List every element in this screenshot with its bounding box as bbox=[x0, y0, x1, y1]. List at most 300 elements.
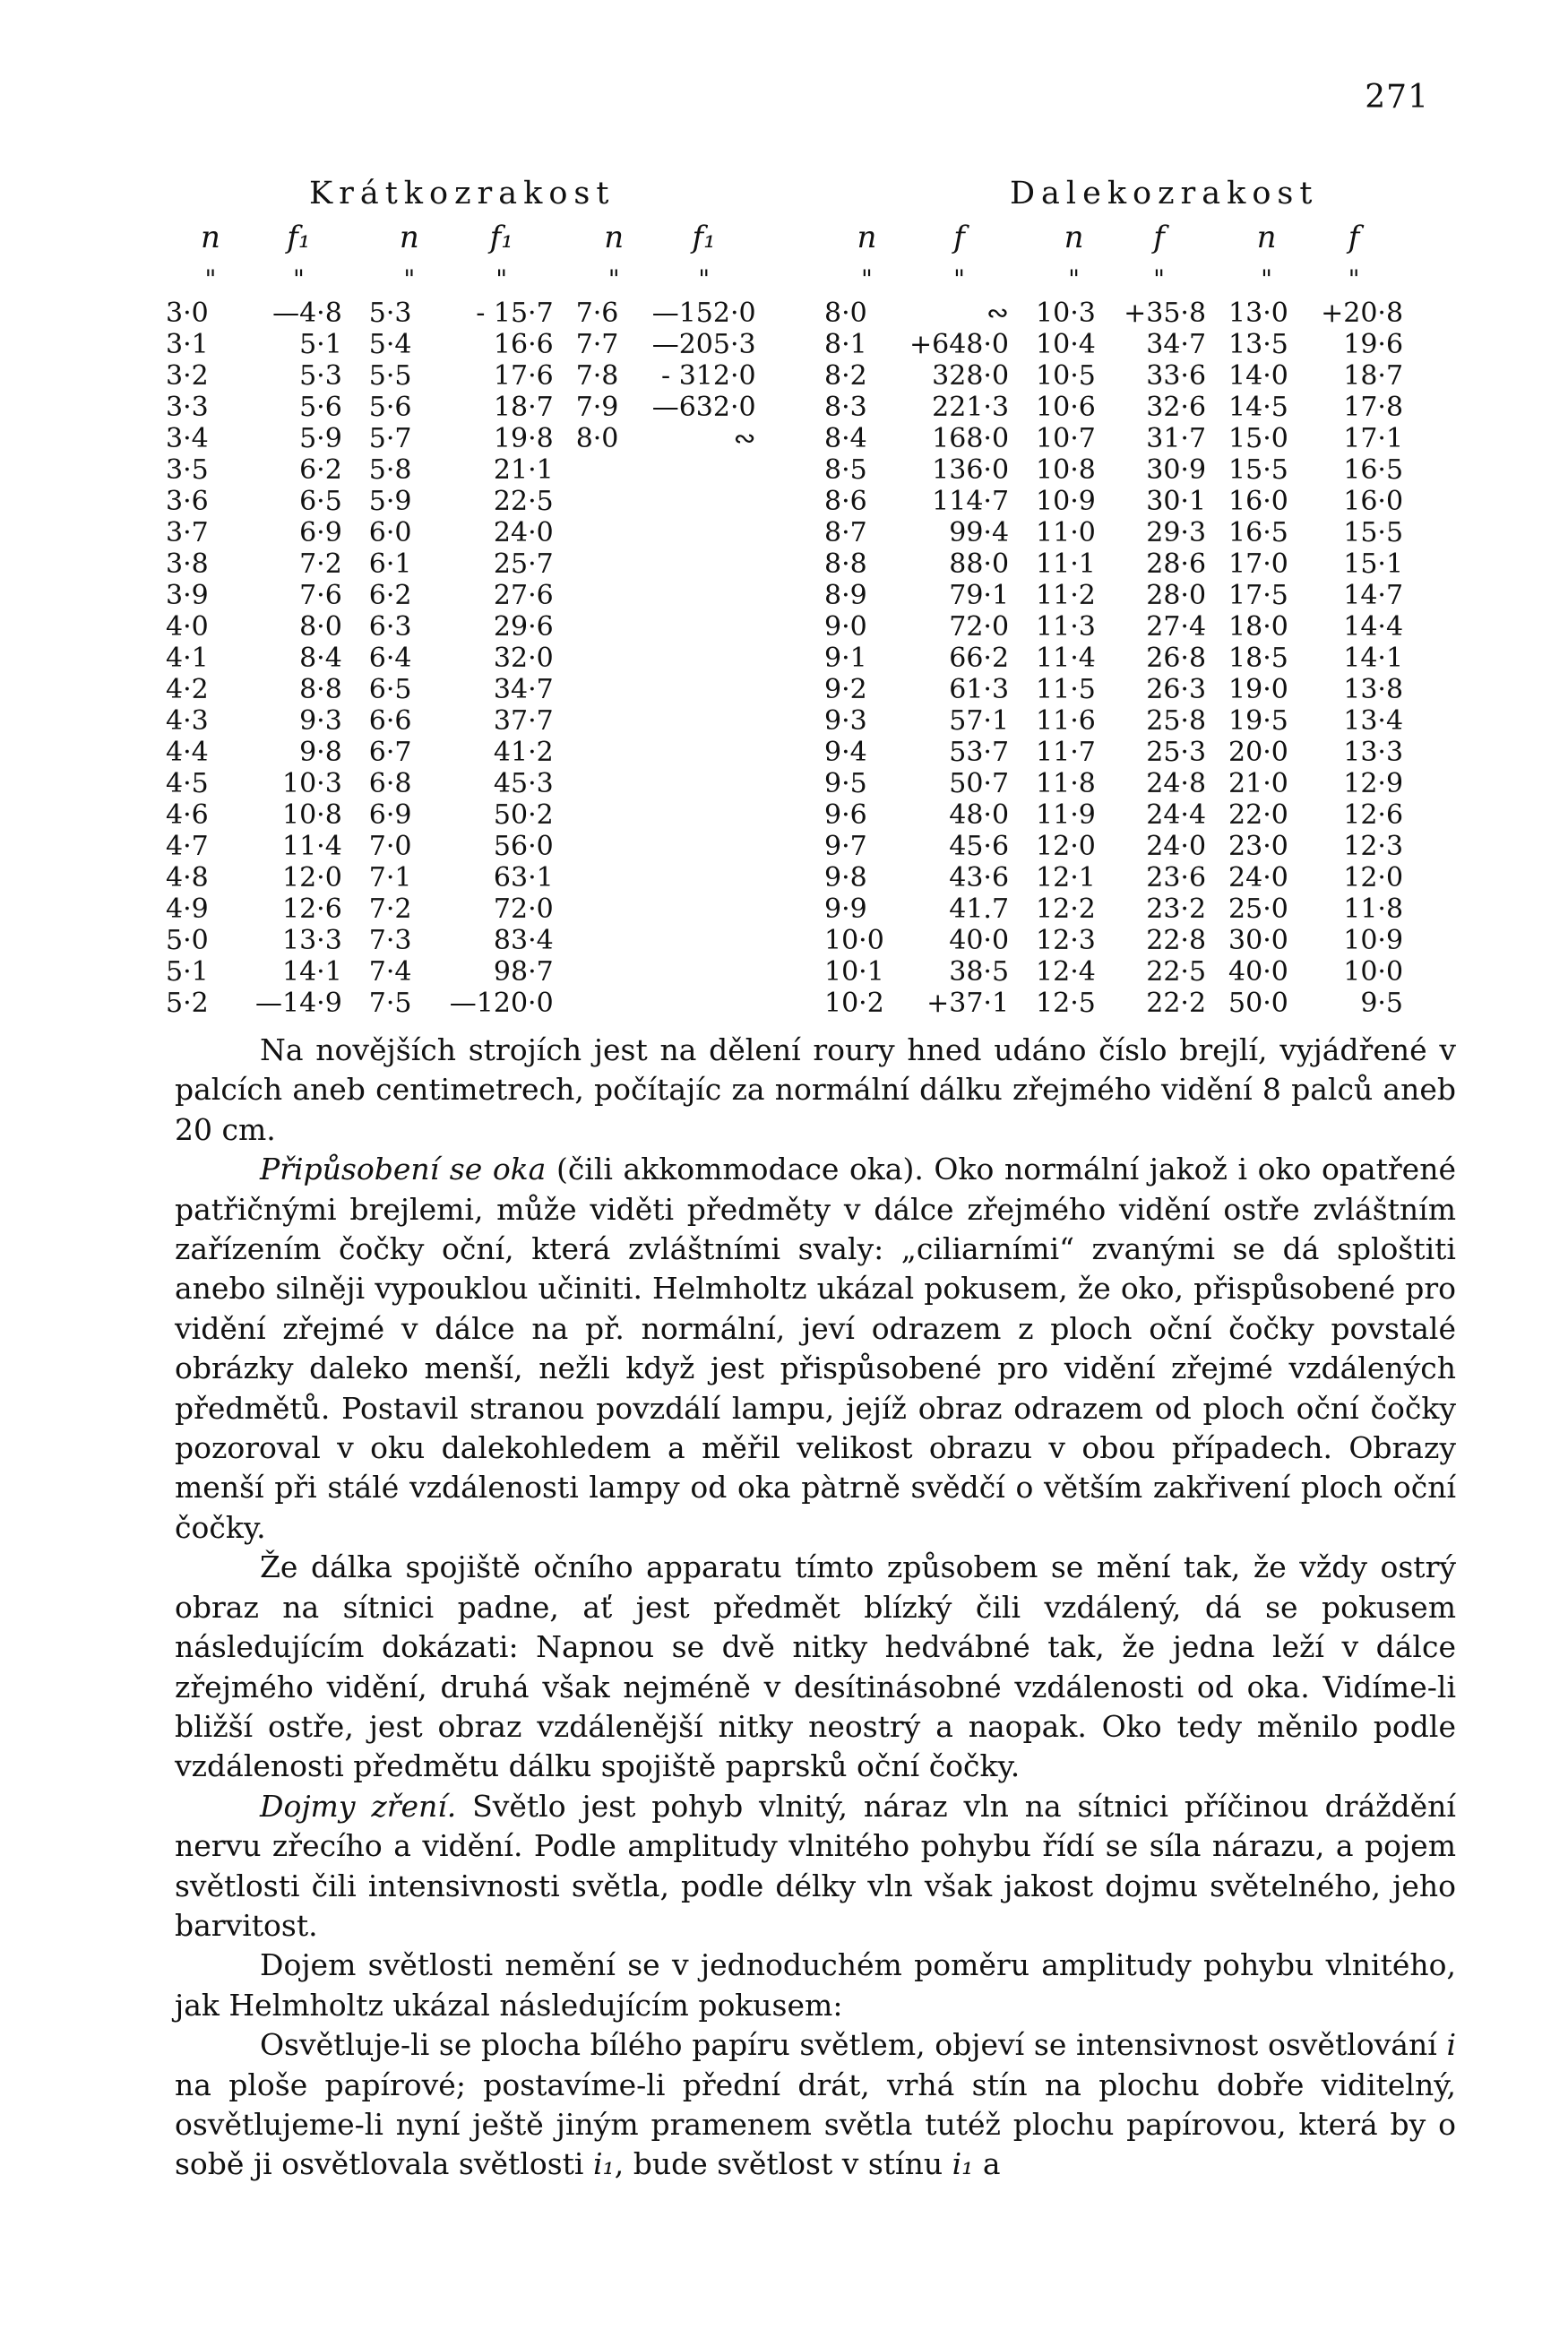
table-row bbox=[166, 893, 783, 925]
table-row bbox=[824, 517, 1430, 548]
table-row bbox=[166, 705, 783, 737]
table-cell: 40·0 bbox=[949, 925, 1010, 956]
table-cell: 14·4 bbox=[1343, 611, 1404, 643]
table-cell: 6·3 bbox=[368, 611, 412, 643]
unit-mark: " bbox=[1261, 263, 1272, 294]
table-cell: 5·2 bbox=[166, 988, 209, 1019]
table-cell: 28·6 bbox=[1146, 548, 1207, 580]
table-cell: 7·1 bbox=[368, 862, 412, 893]
table-row bbox=[824, 360, 1430, 392]
table-cell: 20·0 bbox=[1228, 737, 1288, 768]
table-cell: 7·3 bbox=[368, 925, 412, 956]
table-cell: 9·4 bbox=[824, 737, 867, 768]
table-cell bbox=[576, 925, 652, 956]
paragraph-text: na ploše papírové; postavíme-li přední drát, vrhá stín na plochu dobře viditelný, osvětlujeme-li nyní ještě jiným pramenem světla tutéž plochu papírovou, která by o sobě ji osvětlovala světlosti bbox=[175, 2067, 1456, 2182]
table-cell: 17·8 bbox=[1343, 392, 1404, 423]
table-cell: 66·2 bbox=[949, 643, 1010, 674]
column-header: n bbox=[604, 219, 625, 255]
table-cell: 5·3 bbox=[299, 360, 342, 392]
table-cell: 15·5 bbox=[1343, 517, 1404, 548]
table-cell: 18·0 bbox=[1228, 611, 1288, 643]
table-cell: 10·8 bbox=[1036, 454, 1096, 486]
table-cell: 3·3 bbox=[166, 392, 209, 423]
table-row bbox=[166, 737, 783, 768]
table-cell: 23·0 bbox=[1228, 831, 1288, 862]
table-row bbox=[166, 392, 783, 423]
table-cell bbox=[652, 705, 783, 737]
table-cell: 6·2 bbox=[368, 580, 412, 611]
column-header: f bbox=[953, 219, 965, 255]
table-cell: 5·1 bbox=[166, 956, 209, 988]
column-header: f bbox=[1348, 219, 1360, 255]
table-cell: 10·2 bbox=[824, 988, 884, 1019]
table-cell: 4·7 bbox=[166, 831, 209, 862]
column-header: f₁ bbox=[692, 219, 716, 255]
section-heading: Dojmy zření. bbox=[260, 1788, 457, 1824]
table-cell: 9·6 bbox=[824, 799, 867, 831]
section-heading: Připůsobení se oka bbox=[260, 1152, 547, 1187]
table-row bbox=[824, 454, 1430, 486]
table-cell: 9·3 bbox=[824, 705, 867, 737]
table-cell: —4·8 bbox=[272, 298, 342, 329]
table-cell bbox=[652, 988, 783, 1019]
table-cell: 26·3 bbox=[1146, 674, 1207, 705]
table-cell: 45·3 bbox=[493, 768, 554, 799]
table-cell: —205·3 bbox=[651, 329, 756, 360]
table-cell: 12·3 bbox=[1036, 925, 1096, 956]
table-cell: 25·0 bbox=[1228, 893, 1288, 925]
table-cell bbox=[576, 799, 652, 831]
table-cell bbox=[652, 643, 783, 674]
table-cell bbox=[652, 580, 783, 611]
column-header: f₁ bbox=[489, 219, 513, 255]
table-row bbox=[824, 298, 1430, 329]
unit-mark: " bbox=[607, 263, 620, 294]
table-cell bbox=[576, 611, 652, 643]
table-cell: 8·0 bbox=[299, 611, 342, 643]
table-cell bbox=[652, 956, 783, 988]
table-cell: 4·5 bbox=[166, 768, 209, 799]
table-cell bbox=[652, 486, 783, 517]
table-cell: 10·9 bbox=[1343, 925, 1404, 956]
table-cell: 21·0 bbox=[1228, 768, 1288, 799]
table-cell: 5·5 bbox=[368, 360, 412, 392]
table-cell: 7·7 bbox=[575, 329, 619, 360]
table-cell: 10·3 bbox=[282, 768, 342, 799]
table-cell: 56·0 bbox=[493, 831, 554, 862]
table-cell: 8·3 bbox=[824, 392, 867, 423]
table-cell: 29·6 bbox=[493, 611, 554, 643]
table-cell: 50·2 bbox=[493, 799, 554, 831]
table-cell: 8·7 bbox=[824, 517, 867, 548]
table-row bbox=[166, 360, 783, 392]
table-cell: 9·0 bbox=[824, 611, 867, 643]
table-cell: 4·1 bbox=[166, 643, 209, 674]
table-cell: 57·1 bbox=[949, 705, 1010, 737]
table-row bbox=[824, 392, 1430, 423]
table-cell: 11·0 bbox=[1036, 517, 1096, 548]
table-row bbox=[824, 423, 1430, 454]
table-cell: 7·8 bbox=[575, 360, 619, 392]
table-cell: 14·1 bbox=[1343, 643, 1404, 674]
table-cell: 14·1 bbox=[282, 956, 342, 988]
table-cell: +20·8 bbox=[1321, 298, 1404, 329]
paragraph-text: (čili akkommodace oka). Oko normální jakož i oko opatřené patřičnými brejlemi, může viděti předměty v dálce zřejmého vidění ostře zvláštním zařízením čočky oční, která zvláštními svaly: „ciliarními“ zvanými se dá sploštiti anebo silněji vypouklou učiniti. Helmholtz ukázal pokusem, že oko, přispůsobené pro vidění zřejmé v dálce na př. normální, jeví odrazem z ploch oční čočky povstalé obrázky daleko menší, nežli když jest přispůsobené pro vidění zřejmé vzdálených předmětů. Postavil stranou povzdálí lampu, jejíž obraz odrazem od ploch oční čočky pozoroval v oku dalekohledem a měřil velikost obrazu v obou případech. Obrazy menší při stálé vzdálenosti lampy od oka pàtrně svědčí o větším zakřivení ploch oční čočky. bbox=[175, 1152, 1456, 1545]
table-cell: 9·3 bbox=[299, 705, 342, 737]
table-cell: 8·2 bbox=[824, 360, 867, 392]
table-cell: 3·8 bbox=[166, 548, 209, 580]
table-cell: 16·0 bbox=[1228, 486, 1288, 517]
table-cell: 32·6 bbox=[1146, 392, 1207, 423]
table-cell: 98·7 bbox=[493, 956, 554, 988]
body-text bbox=[175, 1031, 1456, 2185]
table-row bbox=[824, 956, 1430, 988]
table-row bbox=[824, 893, 1430, 925]
math-symbol: i bbox=[1446, 2027, 1456, 2063]
unit-mark: " bbox=[1348, 263, 1360, 294]
table-row bbox=[166, 956, 783, 988]
table-cell: 27·4 bbox=[1146, 611, 1207, 643]
table-cell: 13·5 bbox=[1228, 329, 1288, 360]
table-row bbox=[166, 988, 783, 1019]
table-cell: 6·5 bbox=[299, 486, 342, 517]
table-row bbox=[824, 768, 1430, 799]
paragraph bbox=[175, 1787, 1456, 1946]
table-cell: 16·6 bbox=[493, 329, 554, 360]
table-row bbox=[824, 799, 1430, 831]
table-cell: ∾ bbox=[986, 298, 1010, 329]
table-cell: 8·4 bbox=[299, 643, 342, 674]
table-cell: 43·6 bbox=[949, 862, 1010, 893]
column-header: n bbox=[1256, 219, 1277, 255]
table-cell: 7·4 bbox=[368, 956, 412, 988]
table-row bbox=[824, 862, 1430, 893]
hyperopia-table bbox=[824, 215, 1430, 1019]
table-cell: 11·6 bbox=[1036, 705, 1096, 737]
table-cell: 41.7 bbox=[949, 893, 1010, 925]
table-row bbox=[166, 925, 783, 956]
table-cell: 15·0 bbox=[1228, 423, 1288, 454]
table-cell: 22·8 bbox=[1146, 925, 1207, 956]
table-row bbox=[824, 674, 1430, 705]
table-cell: 4·4 bbox=[166, 737, 209, 768]
table-cell: 19·6 bbox=[1343, 329, 1404, 360]
table-cell: 19·0 bbox=[1228, 674, 1288, 705]
table-cell: 13·8 bbox=[1343, 674, 1404, 705]
table-cell: 10·0 bbox=[1343, 956, 1404, 988]
table-cell: 5·6 bbox=[299, 392, 342, 423]
table-cell: 10·9 bbox=[1036, 486, 1096, 517]
table-cell: 30·1 bbox=[1146, 486, 1207, 517]
table-cell: 23·2 bbox=[1146, 893, 1207, 925]
table-cell: 12·3 bbox=[1343, 831, 1404, 862]
column-header: f bbox=[1153, 219, 1165, 255]
table-row bbox=[824, 580, 1430, 611]
table-cell: 6·7 bbox=[368, 737, 412, 768]
table-cell: 114·7 bbox=[932, 486, 1010, 517]
table-row bbox=[166, 454, 783, 486]
table-cell: 8·0 bbox=[575, 423, 619, 454]
table-cell: 19·8 bbox=[493, 423, 554, 454]
table-cell: 6·2 bbox=[299, 454, 342, 486]
table-cell: 136·0 bbox=[932, 454, 1010, 486]
table-cell: 6·9 bbox=[299, 517, 342, 548]
table-cell: 17·1 bbox=[1343, 423, 1404, 454]
table-cell: 31·7 bbox=[1146, 423, 1207, 454]
table-cell: 9·7 bbox=[824, 831, 867, 862]
paragraph bbox=[175, 2025, 1456, 2185]
table-cell: 50·7 bbox=[949, 768, 1010, 799]
table-row bbox=[166, 329, 783, 360]
unit-mark: " bbox=[1153, 263, 1165, 294]
table-row bbox=[166, 643, 783, 674]
table-cell: 6·6 bbox=[368, 705, 412, 737]
table-cell: 22·5 bbox=[493, 486, 554, 517]
table-cell: 12·6 bbox=[282, 893, 342, 925]
table-cell bbox=[576, 454, 652, 486]
table-cell bbox=[576, 768, 652, 799]
table-cell: 3·7 bbox=[166, 517, 209, 548]
table-cell: 25·3 bbox=[1146, 737, 1207, 768]
table-cell: 24·4 bbox=[1146, 799, 1207, 831]
unit-mark: " bbox=[204, 263, 217, 294]
table-cell: 9·5 bbox=[824, 768, 867, 799]
table-cell: 5·3 bbox=[368, 298, 412, 329]
table-row bbox=[824, 329, 1430, 360]
table-cell: 34·7 bbox=[1146, 329, 1207, 360]
table-cell bbox=[652, 862, 783, 893]
table-cell: 12·0 bbox=[1343, 862, 1404, 893]
table-cell: 25·8 bbox=[1146, 705, 1207, 737]
column-header: n bbox=[1064, 219, 1084, 255]
myopia-table bbox=[166, 215, 783, 1019]
unit-mark: " bbox=[292, 263, 305, 294]
table-cell: 24·0 bbox=[493, 517, 554, 548]
table-cell: 6·8 bbox=[368, 768, 412, 799]
unit-mark: " bbox=[1068, 263, 1080, 294]
paragraph: Že dálka spojiště očního apparatu tímto způsobem se mění tak, že vždy ostrý obraz na sítnici padne, ať jest předmět blízký čili vzdálený, dá se pokusem následujícím dokázati: Napnou se dvě nitky hedvábné tak, že jedna leží v dálce zřejmého vidění, druhá však nejméně v desítinásobné vzdálenosti od oka. Vidíme-li bližší ostře, jest obraz vzdálenější nitky neostrý a naopak. Oko tedy měnilo podle vzdálenosti předmětu dálku spojiště paprsků oční čočky. bbox=[175, 1549, 1456, 1784]
table-title-dalekozrakost: Dalekozrakost bbox=[1010, 176, 1319, 211]
math-symbol: i₁ bbox=[952, 2146, 974, 2182]
table-cell: 328·0 bbox=[932, 360, 1010, 392]
unit-mark: " bbox=[403, 263, 416, 294]
table-cell bbox=[652, 611, 783, 643]
table-cell: 12·0 bbox=[1036, 831, 1096, 862]
table-cell: 26·8 bbox=[1146, 643, 1207, 674]
table-cell: 10·1 bbox=[824, 956, 884, 988]
table-cell: 72·0 bbox=[493, 893, 554, 925]
table-cell: +648·0 bbox=[909, 329, 1010, 360]
table-cell: 5·1 bbox=[299, 329, 342, 360]
table-cell: 3·0 bbox=[166, 298, 209, 329]
table-cell: 3·6 bbox=[166, 486, 209, 517]
table-cell: 30·9 bbox=[1146, 454, 1207, 486]
table-cell bbox=[576, 643, 652, 674]
column-header: n bbox=[201, 219, 220, 255]
table-cell: 45·6 bbox=[949, 831, 1010, 862]
table-cell: 53·7 bbox=[949, 737, 1010, 768]
table-cell: +35·8 bbox=[1124, 298, 1207, 329]
table-cell bbox=[652, 893, 783, 925]
table-cell bbox=[576, 705, 652, 737]
table-cell: 40·0 bbox=[1228, 956, 1288, 988]
table-cell: 6·5 bbox=[368, 674, 412, 705]
table-cell: 14·7 bbox=[1343, 580, 1404, 611]
table-cell: 8·9 bbox=[824, 580, 867, 611]
table-cell bbox=[576, 674, 652, 705]
column-header: n bbox=[857, 219, 877, 255]
table-cell: 19·5 bbox=[1228, 705, 1288, 737]
unit-row bbox=[166, 260, 783, 298]
table-cell: 12·4 bbox=[1036, 956, 1096, 988]
table-cell: 16·5 bbox=[1228, 517, 1288, 548]
table-cell: 11·4 bbox=[1036, 643, 1096, 674]
table-cell bbox=[652, 925, 783, 956]
table-cell bbox=[652, 674, 783, 705]
table-cell: 23·6 bbox=[1146, 862, 1207, 893]
table-cell: 18·7 bbox=[1343, 360, 1404, 392]
table-cell: 5·4 bbox=[368, 329, 412, 360]
paragraph-text: a bbox=[973, 2146, 1001, 2182]
table-cell: 4·0 bbox=[166, 611, 209, 643]
paragraph-text: Světlo jest pohyb vlnitý, náraz vln na sítnici příčinou dráždění nervu zřecího a vidění. Podle amplitudy vlnitého pohybu řídí se síla nárazu, a pojem světlosti čili intensivnosti světla, podle délky vln však jakost dojmu světelného, jeho barvitost. bbox=[175, 1788, 1456, 1943]
table-cell: 6·1 bbox=[368, 548, 412, 580]
table-cell: 4·9 bbox=[166, 893, 209, 925]
unit-mark: " bbox=[953, 263, 965, 294]
table-cell bbox=[652, 768, 783, 799]
table-header-row bbox=[824, 215, 1430, 260]
table-cell: +37·1 bbox=[926, 988, 1010, 1019]
table-cell: 7·0 bbox=[368, 831, 412, 862]
table-cell bbox=[652, 548, 783, 580]
table-cell: 28·0 bbox=[1146, 580, 1207, 611]
table-cell: ∾ bbox=[733, 423, 756, 454]
math-symbol: i₁ bbox=[592, 2146, 615, 2182]
table-row bbox=[824, 705, 1430, 737]
table-cell: 3·2 bbox=[166, 360, 209, 392]
table-cell: 11·5 bbox=[1036, 674, 1096, 705]
table-cell: 13·0 bbox=[1228, 298, 1288, 329]
table-cell: 22·0 bbox=[1228, 799, 1288, 831]
table-cell bbox=[652, 799, 783, 831]
table-cell: 29·3 bbox=[1146, 517, 1207, 548]
table-cell: 10·8 bbox=[282, 799, 342, 831]
table-cell bbox=[576, 737, 652, 768]
table-cell: 17·5 bbox=[1228, 580, 1288, 611]
table-cell: 9·2 bbox=[824, 674, 867, 705]
page-number: 271 bbox=[1365, 79, 1429, 116]
table-cell: 37·7 bbox=[493, 705, 554, 737]
table-row bbox=[824, 925, 1430, 956]
column-header: n bbox=[399, 219, 419, 255]
table-cell: 13·3 bbox=[1343, 737, 1404, 768]
table-cell bbox=[576, 486, 652, 517]
table-cell: 38·5 bbox=[949, 956, 1010, 988]
table-cell: 221·3 bbox=[932, 392, 1010, 423]
table-cell: 5·7 bbox=[368, 423, 412, 454]
table-cell: 18·7 bbox=[493, 392, 554, 423]
table-cell: 9·1 bbox=[824, 643, 867, 674]
table-cell: 34·7 bbox=[493, 674, 554, 705]
table-cell: —120·0 bbox=[449, 988, 554, 1019]
table-cell: 8·8 bbox=[299, 674, 342, 705]
table-cell: 10·7 bbox=[1036, 423, 1096, 454]
table-cell: 168·0 bbox=[932, 423, 1010, 454]
paragraph: Dojem světlosti nemění se v jednoduchém poměru amplitudy pohybu vlnitého, jak Helmholtz ukázal následujícím pokusem: bbox=[175, 1947, 1456, 2023]
table-cell: 12·9 bbox=[1343, 768, 1404, 799]
table-cell: 9·8 bbox=[299, 737, 342, 768]
table-cell: 30·0 bbox=[1228, 925, 1288, 956]
table-cell: 10·3 bbox=[1036, 298, 1096, 329]
table-row bbox=[166, 862, 783, 893]
table-cell: 24·8 bbox=[1146, 768, 1207, 799]
table-row bbox=[824, 611, 1430, 643]
table-cell: 10·0 bbox=[824, 925, 884, 956]
table-row bbox=[824, 548, 1430, 580]
paragraph bbox=[175, 1150, 1456, 1548]
table-cell: —152·0 bbox=[651, 298, 756, 329]
table-cell: 11·1 bbox=[1036, 548, 1096, 580]
table-cell bbox=[576, 548, 652, 580]
table-cell: 8·8 bbox=[824, 548, 867, 580]
paragraph-text: Osvětluje-li se plocha bílého papíru světlem, objeví se intensivnost osvětlování bbox=[260, 2027, 1447, 2063]
table-cell: 12·0 bbox=[282, 862, 342, 893]
table-cell: 7·2 bbox=[368, 893, 412, 925]
table-cell: 12·5 bbox=[1036, 988, 1096, 1019]
table-cell: 99·4 bbox=[949, 517, 1010, 548]
table-cell: 48·0 bbox=[949, 799, 1010, 831]
table-cell: 7·6 bbox=[299, 580, 342, 611]
table-cell: 5·0 bbox=[166, 925, 209, 956]
table-cell: 3·9 bbox=[166, 580, 209, 611]
table-cell: 11·7 bbox=[1036, 737, 1096, 768]
paragraph: Na novějších strojích jest na dělení roury hned udáno číslo brejlí, vyjádřené v palcích aneb centimetrech, počítajíc za normální dálku zřejmého vidění 8 palců aneb 20 cm. bbox=[175, 1032, 1456, 1147]
table-cell: 8·1 bbox=[824, 329, 867, 360]
table-cell: 6·4 bbox=[368, 643, 412, 674]
table-cell: 63·1 bbox=[493, 862, 554, 893]
table-cell: 5·9 bbox=[299, 423, 342, 454]
table-header-row bbox=[166, 215, 783, 260]
table-cell: —632·0 bbox=[651, 392, 756, 423]
table-cell: —14·9 bbox=[255, 988, 342, 1019]
table-cell: 41·2 bbox=[493, 737, 554, 768]
table-cell: 3·4 bbox=[166, 423, 209, 454]
table-cell bbox=[576, 988, 652, 1019]
table-cell: 17·0 bbox=[1228, 548, 1288, 580]
table-cell: 21·1 bbox=[493, 454, 554, 486]
table-cell: 12·6 bbox=[1343, 799, 1404, 831]
table-cell: 14·0 bbox=[1228, 360, 1288, 392]
table-row bbox=[166, 768, 783, 799]
table-cell: 3·1 bbox=[166, 329, 209, 360]
table-cell: 8·0 bbox=[824, 298, 867, 329]
table-cell: 16·5 bbox=[1343, 454, 1404, 486]
table-cell bbox=[652, 454, 783, 486]
table-row bbox=[166, 674, 783, 705]
table-cell: 7·6 bbox=[575, 298, 619, 329]
table-cell: 8·6 bbox=[824, 486, 867, 517]
table-cell: 10·6 bbox=[1036, 392, 1096, 423]
table-row bbox=[166, 580, 783, 611]
table-cell: 11·8 bbox=[1343, 893, 1404, 925]
table-cell: 15·1 bbox=[1343, 548, 1404, 580]
table-cell: 8·5 bbox=[824, 454, 867, 486]
table-cell: 6·9 bbox=[368, 799, 412, 831]
table-cell: 4·2 bbox=[166, 674, 209, 705]
table-cell: 11·3 bbox=[1036, 611, 1096, 643]
table-cell: 4·8 bbox=[166, 862, 209, 893]
table-cell bbox=[652, 517, 783, 548]
